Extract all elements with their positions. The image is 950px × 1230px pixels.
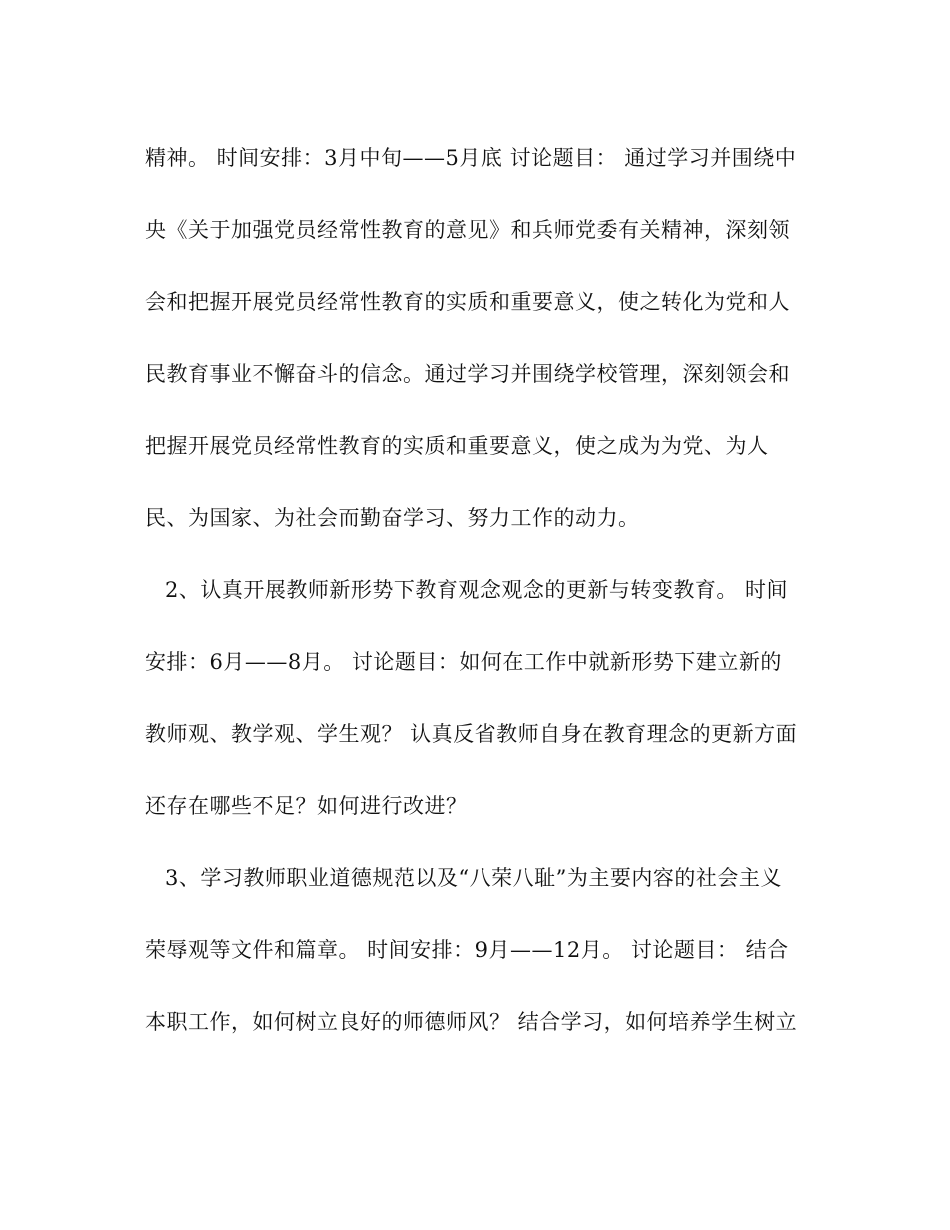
text-line: 教师观、教学观、学生观？ 认真反省教师自身在教育理念的更新方面 xyxy=(145,722,798,746)
text-line: 荣辱观等文件和篇章。 时间安排：9月——12月。 讨论题目： 结合 xyxy=(145,938,789,962)
text-line: 3、学习教师职业道德规范以及“八荣八耻”为主要内容的社会主义 xyxy=(165,866,782,890)
text-line: 本职工作，如何树立良好的师德师风？ 结合学习，如何培养学生树立 xyxy=(145,1010,798,1034)
text-line: 会和把握开展党员经常性教育的实质和重要意义，使之转化为党和人 xyxy=(145,290,790,314)
text-line: 民、为国家、为社会而勤奋学习、努力工作的动力。 xyxy=(145,506,640,530)
text-line: 安排：6月——8月。 讨论题目：如何在工作中就新形势下建立新的 xyxy=(145,650,782,674)
text-line: 精神。 时间安排：3月中旬——5月底 讨论题目： 通过学习并围绕中 xyxy=(145,146,797,170)
text-line: 央《关于加强党员经常性教育的意见》和兵师党委有关精神，深刻领 xyxy=(145,218,790,242)
text-line: 2、认真开展教师新形势下教育观念观念的更新与转变教育。 时间 xyxy=(165,578,789,602)
text-line: 把握开展党员经常性教育的实质和重要意义，使之成为为党、为人 xyxy=(145,434,769,458)
text-line: 还存在哪些不足？如何进行改进？ xyxy=(145,794,468,818)
text-line: 民教育事业不懈奋斗的信念。通过学习并围绕学校管理，深刻领会和 xyxy=(145,362,790,386)
